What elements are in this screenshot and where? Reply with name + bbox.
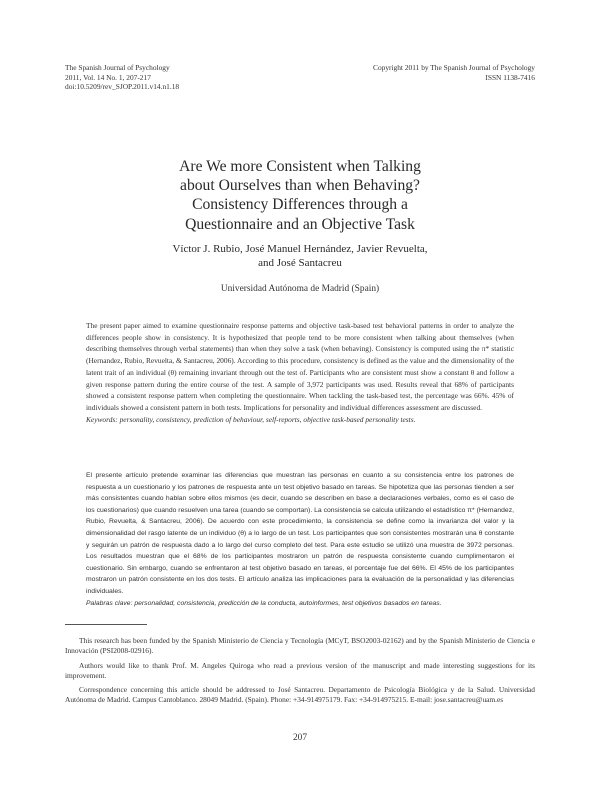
author-line: Víctor J. Rubio, José Manuel Hernández, Javier Revuelta,: [172, 243, 428, 255]
copyright-notice: Copyright 2011 by The Spanish Journal of Psychology: [373, 63, 535, 72]
title-line: Consistency Differences through a: [192, 196, 408, 214]
title-line: Questionnaire and an Objective Task: [185, 215, 415, 233]
journal-name: The Spanish Journal of Psychology: [65, 63, 170, 72]
volume-info: 2011, Vol. 14 No. 1, 207-217: [65, 72, 151, 82]
doi: doi:10.5209/rev_SJOP.2011.v14.n1.18: [65, 82, 180, 92]
title-line: Are We more Consistent when Talking: [179, 158, 421, 175]
abstract-spanish: [86, 470, 514, 609]
abstract-text: The present paper aimed to examine questionnaire response patterns and objective task-based test behavioral patterns in order to analyze the differences people show in consistency. It is hypothesized that people tend to be more consistent when talking about themselves (when describing themselves through verbal statements) than when they solve a task (when behaving). Consistency is computed using the π* statistic (Hernandez, Rubio, Revuelta, & Santacreu, 2006). According to this procedure, consistency is defined as the value and the dimensionality of the latent trait of an individual (θ) remaining invariant through out the test of. Participants who are consistent must show a constant θ and follow a given response pattern during the entire course of the test. A sample of 3,972 participants was used. Results reveal that 68% of participants showed a consistent response pattern when completing the questionnaire. When tackling the task-based test, the percentage was 66%. 45% of individuals showed a consistent pattern in both tests. Implications for personality and individual differences assessment are discussed.: [86, 321, 514, 412]
issn: ISSN 1138-7416: [485, 72, 535, 82]
correspondence-note: Correspondence concerning this article should be addressed to José Santacreu. Departamento de Psicología Biológica y de la Salud. Universidad Autónoma de Madrid. Campus Cantoblanco. 28049 Madrid. (Spain). Phone: +34-914975179. Fax: +34-914975215. E-mail: jose.santacreu@uam.es: [65, 685, 535, 705]
footnote-divider: [65, 624, 147, 625]
running-header-right: [373, 63, 535, 82]
title-line: about Ourselves than when Behaving?: [180, 177, 420, 195]
footnotes: [65, 636, 535, 710]
abstract-english: [86, 320, 514, 425]
resumen-text: El presente artículo pretende examinar las diferencias que muestran las personas en cuanto a su consistencia entre los patrones de respuesta a un cuestionario y los patrones de respuesta ante un test objetivo basado en tareas. Se hipotetiza que las personas tienden a ser más consistentes cuando hablan sobre ellos mismos (es decir, cuando se describen en base a declaraciones verbales, como es el caso de los cuestionarios) que cuando resuelven una tarea (cuando se comportan). La consistencia se calcula utilizando el estadístico π* (Hernandez, Rubio, Revuelta, & Santacreu, 2006). De acuerdo con este procedimiento, la consistencia se define como la invarianza del valor y la dimensionalidad del rasgo latente de un individuo (θ) a lo largo de un test. Los participantes que son consistentes mostrarán una θ constante y seguirán un patrón de respuesta dado a lo largo del curso completo del test. Para este estudio se utilizó una muestra de 3972 personas. Los resultados muestran que el 68% de los participantes mostraron un patrón de respuesta consistente cuando cumplimentaron el cuestionario. Sin embargo, cuando se enfrentaron al test objetivo basado en tareas, el porcentaje fue del 66%. El 45% de los participantes mostraron un patrón consistente en los dos tests. El artículo analiza las implicaciones para la evaluación de la personalidad y las diferencias individuales.: [86, 472, 514, 595]
page-number: 207: [292, 733, 308, 743]
resumen-keywords: Palabras clave: personalidad, consistencia, predicción de la conducta, autoinformes, test objetivos basados en tareas.: [86, 599, 442, 607]
running-header-left: [65, 63, 179, 92]
funding-note: This research has been funded by the Spanish Ministerio de Ciencia y Tecnología (MCyT, BSO2003-02162) and by the Spanish Ministerio de Ciencia e Innovación (PSI2008-02916).: [65, 636, 535, 656]
author-line: and José Santacreu: [258, 257, 342, 269]
abstract-keywords: Keywords: personality, consistency, prediction of behaviour, self-reports, objective task-based personality tests.: [86, 414, 416, 424]
author-list: [100, 242, 500, 270]
article-title: [100, 157, 500, 234]
acknowledgment-note: Authors would like to thank Prof. M. Angeles Quiroga who read a previous version of the manuscript and made interesting suggestions for its improvement.: [65, 660, 535, 680]
affiliation: Universidad Autónoma de Madrid (Spain): [220, 284, 380, 294]
